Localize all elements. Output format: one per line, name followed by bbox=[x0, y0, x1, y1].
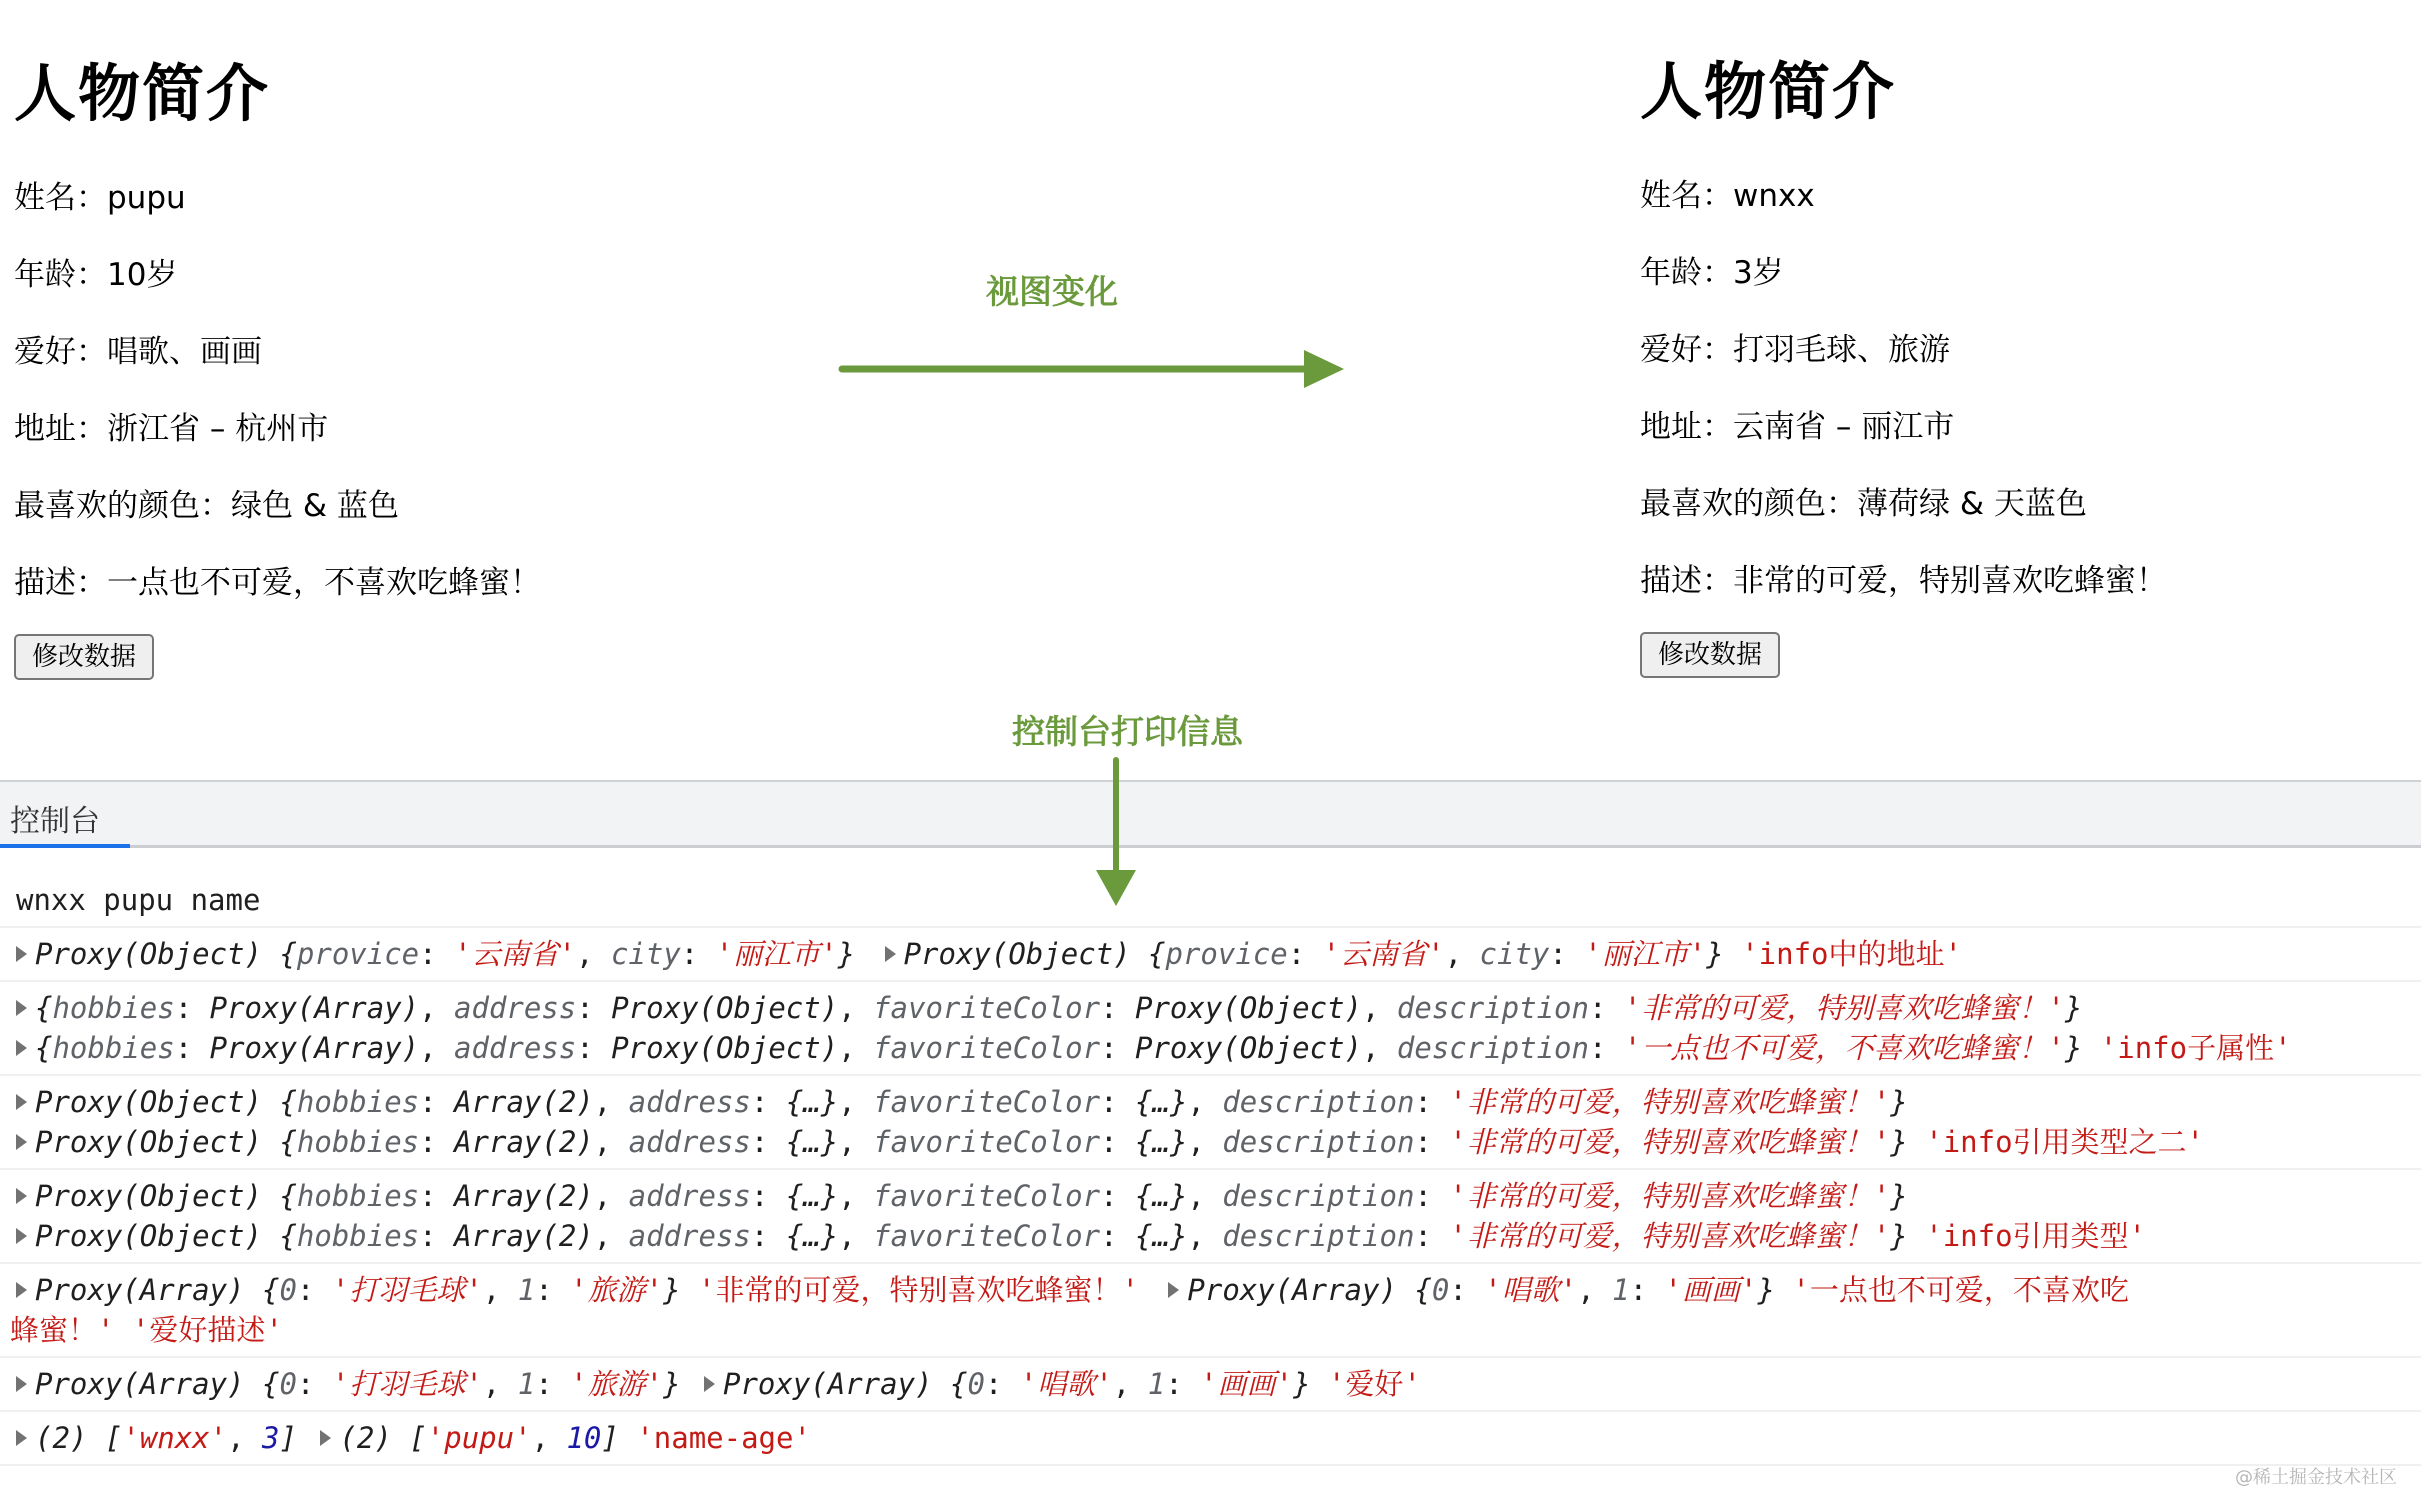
expand-triangle-icon[interactable] bbox=[16, 1282, 27, 1298]
expand-triangle-icon[interactable] bbox=[16, 1040, 27, 1056]
log-entry-hobby-desc: Proxy(Array) {0: '打羽毛球', 1: '旅游'} '非常的可爱，特别喜欢吃蜂蜜！' Proxy(Array) {0: '唱歌', 1: '画画'} '一点也不可爱，不喜欢吃 蜂蜜！' '爱好描述' bbox=[0, 1264, 2421, 1358]
tab-console[interactable]: 控制台 bbox=[10, 804, 100, 839]
expand-triangle-icon[interactable] bbox=[704, 1376, 715, 1392]
expand-triangle-icon[interactable] bbox=[16, 1228, 27, 1244]
hobbies-value: 唱歌、画画 bbox=[107, 334, 262, 370]
expand-triangle-icon[interactable] bbox=[320, 1430, 331, 1446]
hobbies-row: 爱好：唱歌、画画 bbox=[14, 334, 262, 370]
favorite-color-value: 绿色 & 蓝色 bbox=[231, 488, 399, 524]
description-value: 一点也不可爱，不喜欢吃蜂蜜！ bbox=[107, 565, 541, 601]
expand-triangle-icon[interactable] bbox=[16, 1000, 27, 1016]
name-row: 姓名：wnxx bbox=[1640, 178, 1815, 214]
devtools-console-header bbox=[0, 780, 2421, 848]
name-value: wnxx bbox=[1733, 178, 1815, 214]
log-entry-subprops: {hobbies: Proxy(Array), address: Proxy(Object), favoriteColor: Proxy(Object), description: '非常的可爱，特别喜欢吃蜂蜜！'} {hobbies: Proxy(Array), address: Proxy(Object), favoriteColor: Proxy(Object), description: '一点也不可爱，不喜欢吃蜂蜜！'} 'info子属性' bbox=[0, 982, 2421, 1076]
expand-triangle-icon[interactable] bbox=[16, 1134, 27, 1150]
expand-triangle-icon[interactable] bbox=[1168, 1282, 1179, 1298]
console-log bbox=[0, 868, 2421, 1466]
page-title: 人物简介 bbox=[1640, 55, 1897, 128]
description-row: 描述：非常的可爱，特别喜欢吃蜂蜜！ bbox=[1640, 563, 2167, 599]
age-value: 10岁 bbox=[107, 257, 178, 293]
hobbies-row: 爱好：打羽毛球、旅游 bbox=[1640, 332, 1950, 368]
expand-triangle-icon[interactable] bbox=[16, 1376, 27, 1392]
down-arrow-icon bbox=[1094, 760, 1138, 910]
active-tab-indicator bbox=[0, 844, 130, 848]
name-row: 姓名：pupu bbox=[14, 180, 186, 216]
page-title: 人物简介 bbox=[14, 57, 271, 130]
address-row: 地址：浙江省 – 杭州市 bbox=[14, 411, 329, 447]
hobbies-value: 打羽毛球、旅游 bbox=[1733, 332, 1950, 368]
expand-triangle-icon[interactable] bbox=[16, 1430, 27, 1446]
watermark: @稀土掘金技术社区 bbox=[2235, 1467, 2397, 1488]
favorite-color-row: 最喜欢的颜色：薄荷绿 & 天蓝色 bbox=[1640, 486, 2087, 522]
log-entry-hobbies: Proxy(Array) {0: '打羽毛球', 1: '旅游'} Proxy(Array) {0: '唱歌', 1: '画画'} '爱好' bbox=[0, 1358, 2421, 1412]
address-row: 地址：云南省 – 丽江市 bbox=[1640, 409, 1955, 445]
right-arrow-icon bbox=[842, 340, 1347, 390]
console-output-label: 控制台打印信息 bbox=[1012, 712, 1243, 751]
expand-triangle-icon[interactable] bbox=[16, 1188, 27, 1204]
log-entry-ref: Proxy(Object) {hobbies: Array(2), address: {…}, favoriteColor: {…}, description: '非常的可爱，特别喜欢吃蜂蜜！'} Proxy(Object) {hobbies: Array(2), address: {…}, favoriteColor: {…}, description: '非常的可爱，特别喜欢吃蜂蜜！'} 'info引用类型' bbox=[0, 1170, 2421, 1264]
address-value: 浙江省 – 杭州市 bbox=[107, 411, 329, 447]
modify-data-button[interactable]: 修改数据 bbox=[1640, 632, 1780, 678]
address-value: 云南省 – 丽江市 bbox=[1733, 409, 1955, 445]
age-row: 年龄：3岁 bbox=[1640, 255, 1784, 291]
log-entry: wnxx pupu name bbox=[0, 868, 2421, 928]
expand-triangle-icon[interactable] bbox=[16, 946, 27, 962]
age-row: 年龄：10岁 bbox=[14, 257, 178, 293]
description-value: 非常的可爱，特别喜欢吃蜂蜜！ bbox=[1733, 563, 2167, 599]
modify-data-button[interactable]: 修改数据 bbox=[14, 634, 154, 680]
log-entry-name-age: (2) ['wnxx', 3] (2) ['pupu', 10] 'name-age' bbox=[0, 1412, 2421, 1466]
description-row: 描述：一点也不可爱，不喜欢吃蜂蜜！ bbox=[14, 565, 541, 601]
age-value: 3岁 bbox=[1733, 255, 1784, 291]
expand-triangle-icon[interactable] bbox=[16, 1094, 27, 1110]
name-value: pupu bbox=[107, 180, 186, 216]
favorite-color-row: 最喜欢的颜色：绿色 & 蓝色 bbox=[14, 488, 399, 524]
favorite-color-value: 薄荷绿 & 天蓝色 bbox=[1857, 486, 2087, 522]
log-entry-ref2: Proxy(Object) {hobbies: Array(2), address: {…}, favoriteColor: {…}, description: '非常的可爱，特别喜欢吃蜂蜜！'} Proxy(Object) {hobbies: Array(2), address: {…}, favoriteColor: {…}, description: '非常的可爱，特别喜欢吃蜂蜜！'} 'info引用类型之二' bbox=[0, 1076, 2421, 1170]
view-change-label: 视图变化 bbox=[986, 272, 1118, 311]
log-entry-address: Proxy(Object) {provice: '云南省', city: '丽江市'} Proxy(Object) {provice: '云南省', city: '丽江市'} 'info中的地址' bbox=[0, 928, 2421, 982]
expand-triangle-icon[interactable] bbox=[885, 946, 896, 962]
